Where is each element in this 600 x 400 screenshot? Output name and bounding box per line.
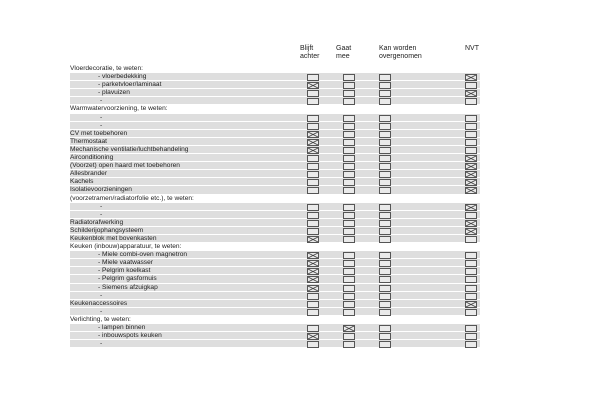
checkbox-nvt[interactable] — [465, 228, 477, 235]
checkbox-nvt[interactable] — [465, 139, 477, 146]
row-label: - lampen binnen — [98, 324, 146, 331]
row-label: - — [100, 210, 103, 218]
checkbox-nvt[interactable] — [465, 276, 477, 283]
table-row — [70, 114, 480, 122]
table-row — [70, 251, 480, 259]
table-row — [70, 122, 480, 130]
checkbox-nvt[interactable] — [465, 171, 477, 178]
checkbox-nvt[interactable] — [465, 147, 477, 154]
table-row — [70, 324, 480, 332]
table-row — [70, 178, 480, 186]
table-row — [70, 203, 480, 211]
table-row — [70, 162, 480, 170]
checkbox-nvt[interactable] — [465, 333, 477, 340]
checkbox-gaat-mee[interactable] — [343, 212, 355, 219]
check-cross-icon — [466, 164, 476, 169]
checkbox-gaat-mee[interactable] — [343, 285, 355, 292]
checkbox-kan-worden-overgenomen[interactable] — [379, 163, 391, 170]
check-cross-icon — [344, 326, 354, 331]
checkbox-blijft-achter[interactable] — [307, 252, 319, 259]
column-header-line: mee — [336, 53, 350, 60]
table-row — [70, 89, 480, 97]
checkbox-nvt[interactable] — [465, 285, 477, 292]
column-header-blijft-achter — [300, 45, 319, 61]
checkbox-nvt[interactable] — [465, 268, 477, 275]
checkbox-kan-worden-overgenomen[interactable] — [379, 212, 391, 219]
section-header-row — [70, 65, 480, 73]
checkbox-gaat-mee[interactable] — [343, 276, 355, 283]
check-cross-icon — [308, 269, 318, 274]
checkbox-gaat-mee[interactable] — [343, 260, 355, 267]
table-row — [70, 146, 480, 154]
check-cross-icon — [466, 221, 476, 226]
row-label: Mechanische ventilatie/luchtbehandeling — [70, 145, 189, 153]
checkbox-kan-worden-overgenomen[interactable] — [379, 341, 391, 348]
column-header-nvt — [465, 45, 479, 53]
checkbox-blijft-achter[interactable] — [307, 293, 319, 300]
checkbox-nvt[interactable] — [465, 293, 477, 300]
checkbox-gaat-mee[interactable] — [343, 293, 355, 300]
check-cross-icon — [466, 302, 476, 307]
checkbox-nvt[interactable] — [465, 74, 477, 81]
column-header-line: achter — [300, 53, 320, 60]
checkbox-blijft-achter[interactable] — [307, 309, 319, 316]
row-label: CV met toebehoren — [70, 129, 128, 137]
row-label: - — [100, 97, 103, 105]
checkbox-nvt[interactable] — [465, 163, 477, 170]
section-header-label: Verlichting, te weten: — [70, 315, 131, 323]
checkbox-nvt[interactable] — [465, 123, 477, 130]
section-header-label: Keuken (inbouw)apparatuur, te weten: — [70, 243, 182, 251]
table-row — [70, 259, 480, 267]
row-label: - — [100, 307, 103, 315]
row-label: Kachels — [70, 178, 94, 186]
checkbox-nvt[interactable] — [465, 252, 477, 259]
table-row — [70, 170, 480, 178]
checkbox-blijft-achter[interactable] — [307, 82, 319, 89]
checkbox-gaat-mee[interactable] — [343, 171, 355, 178]
row-label: - — [100, 202, 103, 210]
checkbox-kan-worden-overgenomen[interactable] — [379, 139, 391, 146]
checkbox-blijft-achter[interactable] — [307, 285, 319, 292]
table-row — [70, 292, 480, 300]
checkbox-gaat-mee[interactable] — [343, 228, 355, 235]
check-cross-icon — [466, 188, 476, 193]
check-cross-icon — [466, 229, 476, 234]
check-cross-icon — [308, 253, 318, 258]
checkbox-kan-worden-overgenomen[interactable] — [379, 236, 391, 243]
checkbox-gaat-mee[interactable] — [343, 236, 355, 243]
table-row — [70, 81, 480, 89]
row-label: Thermostaat — [70, 137, 108, 145]
row-label: - Miele vaatwasser — [98, 259, 153, 267]
row-label: - inbouwspots keuken — [98, 332, 162, 340]
checkbox-nvt[interactable] — [465, 131, 477, 138]
row-label: - — [100, 340, 103, 348]
checkbox-gaat-mee[interactable] — [343, 341, 355, 348]
checkbox-kan-worden-overgenomen[interactable] — [379, 179, 391, 186]
table-row — [70, 275, 480, 283]
check-cross-icon — [308, 132, 318, 137]
checkbox-nvt[interactable] — [465, 204, 477, 211]
check-cross-icon — [466, 205, 476, 210]
column-header-kan-worden-overgenomen — [379, 45, 422, 61]
section-header-row — [70, 243, 480, 251]
check-cross-icon — [308, 334, 318, 339]
checkbox-blijft-achter[interactable] — [307, 212, 319, 219]
checkbox-nvt[interactable] — [465, 301, 477, 308]
table-row — [70, 154, 480, 162]
table-row — [70, 235, 480, 243]
column-header-line: Kan worden — [379, 45, 417, 52]
checkbox-blijft-achter[interactable] — [307, 163, 319, 170]
table-row — [70, 332, 480, 340]
column-header-line: NVT — [465, 45, 479, 52]
column-header-gaat-mee — [336, 45, 351, 61]
table-row — [70, 186, 480, 194]
check-cross-icon — [308, 286, 318, 291]
checkbox-blijft-achter[interactable] — [307, 236, 319, 243]
checkbox-gaat-mee[interactable] — [343, 220, 355, 227]
checkbox-kan-worden-overgenomen[interactable] — [379, 301, 391, 308]
checkbox-nvt[interactable] — [465, 98, 477, 105]
row-label: - parketvloer/laminaat — [98, 81, 162, 89]
checkbox-blijft-achter[interactable] — [307, 228, 319, 235]
checkbox-blijft-achter[interactable] — [307, 260, 319, 267]
table-row — [70, 308, 480, 316]
checkbox-blijft-achter[interactable] — [307, 98, 319, 105]
row-label: - plavuizen — [98, 89, 130, 97]
checkbox-kan-worden-overgenomen[interactable] — [379, 309, 391, 316]
check-cross-icon — [308, 277, 318, 282]
checkbox-nvt[interactable] — [465, 341, 477, 348]
checkbox-nvt[interactable] — [465, 155, 477, 162]
checkbox-kan-worden-overgenomen[interactable] — [379, 171, 391, 178]
checkbox-kan-worden-overgenomen[interactable] — [379, 131, 391, 138]
section-header-row — [70, 195, 480, 203]
check-cross-icon — [308, 237, 318, 242]
checklist-table — [70, 65, 480, 348]
checkbox-kan-worden-overgenomen[interactable] — [379, 293, 391, 300]
checkbox-blijft-achter[interactable] — [307, 325, 319, 332]
checkbox-kan-worden-overgenomen[interactable] — [379, 260, 391, 267]
checkbox-blijft-achter[interactable] — [307, 301, 319, 308]
section-header-row — [70, 316, 480, 324]
checkbox-blijft-achter[interactable] — [307, 179, 319, 186]
check-cross-icon — [466, 180, 476, 185]
checkbox-blijft-achter[interactable] — [307, 115, 319, 122]
check-cross-icon — [466, 91, 476, 96]
checkbox-blijft-achter[interactable] — [307, 139, 319, 146]
checkbox-blijft-achter[interactable] — [307, 131, 319, 138]
checkbox-nvt[interactable] — [465, 115, 477, 122]
checkbox-blijft-achter[interactable] — [307, 204, 319, 211]
checkbox-blijft-achter[interactable] — [307, 123, 319, 130]
checkbox-kan-worden-overgenomen[interactable] — [379, 90, 391, 97]
checkbox-gaat-mee[interactable] — [343, 268, 355, 275]
row-label: - Miele combi-oven magnetron — [98, 251, 188, 259]
check-cross-icon — [466, 172, 476, 177]
column-header-line: Blijft — [300, 45, 314, 52]
table-row — [70, 97, 480, 105]
checkbox-gaat-mee[interactable] — [343, 82, 355, 89]
table-row — [70, 73, 480, 81]
table-row — [70, 284, 480, 292]
row-label: Keukenblok met bovenkasten — [70, 234, 157, 242]
row-label: - Pelgrim gasfornuis — [98, 275, 157, 283]
checkbox-gaat-mee[interactable] — [343, 333, 355, 340]
checkbox-nvt[interactable] — [465, 325, 477, 332]
row-label: Allesbrander — [70, 170, 108, 178]
check-cross-icon — [308, 83, 318, 88]
checkbox-kan-worden-overgenomen[interactable] — [379, 333, 391, 340]
checkbox-kan-worden-overgenomen[interactable] — [379, 204, 391, 211]
checkbox-kan-worden-overgenomen[interactable] — [379, 325, 391, 332]
section-header-label: Vloerdecoratie, te weten: — [70, 65, 143, 72]
checkbox-kan-worden-overgenomen[interactable] — [379, 155, 391, 162]
checkbox-blijft-achter[interactable] — [307, 90, 319, 97]
check-cross-icon — [466, 75, 476, 80]
checkbox-nvt[interactable] — [465, 212, 477, 219]
check-cross-icon — [466, 156, 476, 161]
row-label: Isolatievoorzieningen — [70, 186, 132, 194]
table-row — [70, 219, 480, 227]
checkbox-gaat-mee[interactable] — [343, 139, 355, 146]
checkbox-blijft-achter[interactable] — [307, 341, 319, 348]
checkbox-kan-worden-overgenomen[interactable] — [379, 98, 391, 105]
checkbox-nvt[interactable] — [465, 179, 477, 186]
checkbox-gaat-mee[interactable] — [343, 115, 355, 122]
checkbox-gaat-mee[interactable] — [343, 98, 355, 105]
row-label: Keukenaccessoires — [70, 299, 128, 307]
checkbox-nvt[interactable] — [465, 220, 477, 227]
row-label: - — [100, 121, 103, 129]
checkbox-gaat-mee[interactable] — [343, 301, 355, 308]
checkbox-kan-worden-overgenomen[interactable] — [379, 285, 391, 292]
checkbox-blijft-achter[interactable] — [307, 171, 319, 178]
checkbox-kan-worden-overgenomen[interactable] — [379, 252, 391, 259]
checkbox-kan-worden-overgenomen[interactable] — [379, 147, 391, 154]
table-row — [70, 340, 480, 348]
check-cross-icon — [308, 148, 318, 153]
column-header-line: overgenomen — [379, 53, 422, 60]
checkbox-kan-worden-overgenomen[interactable] — [379, 74, 391, 81]
checkbox-kan-worden-overgenomen[interactable] — [379, 123, 391, 130]
checkbox-blijft-achter[interactable] — [307, 74, 319, 81]
checkbox-nvt[interactable] — [465, 90, 477, 97]
check-cross-icon — [308, 140, 318, 145]
row-label: - — [100, 291, 103, 299]
checkbox-gaat-mee[interactable] — [343, 187, 355, 194]
row-label: - vloerbedekking — [98, 73, 147, 81]
checkbox-kan-worden-overgenomen[interactable] — [379, 276, 391, 283]
checkbox-blijft-achter[interactable] — [307, 276, 319, 283]
checkbox-nvt[interactable] — [465, 82, 477, 89]
row-label: (Voorzet) open haard met toebehoren — [70, 162, 180, 170]
section-header-label: Warmwatervoorziening, te weten: — [70, 105, 168, 113]
checkbox-kan-worden-overgenomen[interactable] — [379, 82, 391, 89]
checkbox-gaat-mee[interactable] — [343, 204, 355, 211]
checkbox-nvt[interactable] — [465, 309, 477, 316]
checkbox-gaat-mee[interactable] — [343, 155, 355, 162]
checkbox-gaat-mee[interactable] — [343, 179, 355, 186]
checkbox-gaat-mee[interactable] — [343, 74, 355, 81]
row-label: - Pelgrim koelkast — [98, 267, 151, 275]
checkbox-kan-worden-overgenomen[interactable] — [379, 228, 391, 235]
row-label: Schilderijophangsysteem — [70, 226, 144, 234]
row-label: Radiatorafwerking — [70, 218, 124, 226]
checkbox-nvt[interactable] — [465, 187, 477, 194]
checkbox-gaat-mee[interactable] — [343, 123, 355, 130]
section-header-label: (voorzetramen/radiatorfolie etc.), te weten: — [70, 194, 194, 202]
checkbox-blijft-achter[interactable] — [307, 333, 319, 340]
checkbox-gaat-mee[interactable] — [343, 90, 355, 97]
checkbox-gaat-mee[interactable] — [343, 252, 355, 259]
row-label: - — [100, 113, 103, 121]
checkbox-gaat-mee[interactable] — [343, 309, 355, 316]
checkbox-nvt[interactable] — [465, 260, 477, 267]
table-row — [70, 138, 480, 146]
checkbox-blijft-achter[interactable] — [307, 147, 319, 154]
checkbox-gaat-mee[interactable] — [343, 147, 355, 154]
checkbox-kan-worden-overgenomen[interactable] — [379, 220, 391, 227]
checkbox-gaat-mee[interactable] — [343, 325, 355, 332]
table-row — [70, 130, 480, 138]
table-row — [70, 267, 480, 275]
check-cross-icon — [308, 261, 318, 266]
row-label: - Siemens afzuigkap — [98, 283, 158, 291]
table-row — [70, 300, 480, 308]
checkbox-kan-worden-overgenomen[interactable] — [379, 268, 391, 275]
table-row — [70, 227, 480, 235]
checkbox-kan-worden-overgenomen[interactable] — [379, 115, 391, 122]
checkbox-blijft-achter[interactable] — [307, 187, 319, 194]
column-header-line: Gaat — [336, 45, 352, 52]
checkbox-gaat-mee[interactable] — [343, 131, 355, 138]
checkbox-blijft-achter[interactable] — [307, 268, 319, 275]
checkbox-blijft-achter[interactable] — [307, 155, 319, 162]
checkbox-kan-worden-overgenomen[interactable] — [379, 187, 391, 194]
checkbox-blijft-achter[interactable] — [307, 220, 319, 227]
checkbox-gaat-mee[interactable] — [343, 163, 355, 170]
row-label: Airconditioning — [70, 154, 114, 162]
table-row — [70, 211, 480, 219]
section-header-row — [70, 105, 480, 113]
checkbox-nvt[interactable] — [465, 236, 477, 243]
